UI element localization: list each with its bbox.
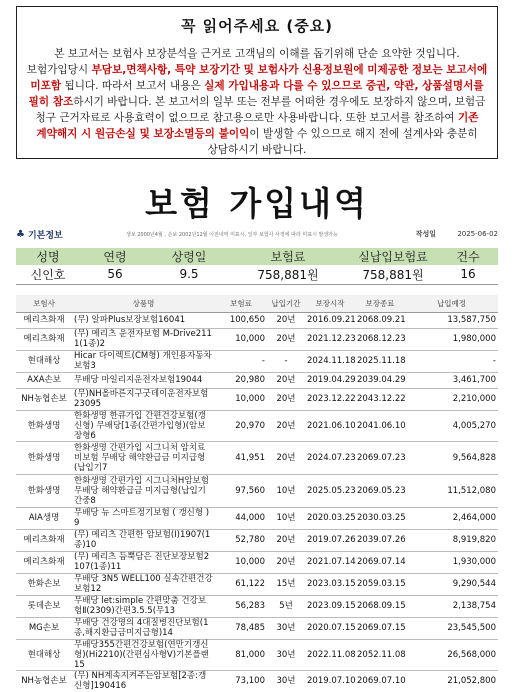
table-cell: 2068.12.23 bbox=[355, 328, 405, 350]
table-cell: 20년 bbox=[267, 328, 305, 350]
table-cell: 2069.07.15 bbox=[355, 617, 405, 639]
summary-table bbox=[16, 248, 498, 285]
table-cell: 2019.07.10 bbox=[305, 670, 355, 692]
table-cell: 2021.06.10 bbox=[305, 410, 355, 441]
table-cell: 8,919,820 bbox=[405, 529, 498, 551]
table-row bbox=[16, 595, 498, 617]
table-cell: 11,512,080 bbox=[405, 474, 498, 507]
summary-header-cell: 성명 bbox=[16, 248, 80, 265]
table-cell: 2,464,000 bbox=[405, 507, 498, 529]
page-title: 보험 가입내역 bbox=[145, 184, 369, 223]
table-cell: 무배당 뉴 스마트정기보험 ( 갱신형 ) 9 bbox=[72, 507, 215, 529]
table-cell: 20,980 bbox=[215, 372, 267, 388]
summary-header-cell: 건수 bbox=[438, 248, 498, 265]
summary-value-cell: 56 bbox=[80, 265, 150, 284]
notice-text: 이 발생할 수 있으므로 해지 전에 설계사와 충분히 상담하시기 바랍니다. bbox=[207, 128, 478, 156]
table-cell: 2059.03.15 bbox=[355, 573, 405, 595]
table-cell: 2023.12.22 bbox=[305, 388, 355, 410]
table-cell: 한화생명 간편가입 시그니처H암보험 무배당 해약환급금 미지급형(납입기간중8 bbox=[72, 474, 215, 507]
table-cell: (무) 메리츠 듬뿍담은 진단보장보험2107(1종)11 bbox=[72, 551, 215, 573]
detail-header-row bbox=[16, 295, 498, 312]
notice-text: 됩니다. 따라서 보고서 내용은 bbox=[61, 80, 205, 92]
table-cell: 2039.07.26 bbox=[355, 529, 405, 551]
table-cell: 2068.09.21 bbox=[355, 312, 405, 328]
table-cell: 41,951 bbox=[215, 441, 267, 474]
table-cell: 무배당 마일리지운전자보험19044 bbox=[72, 372, 215, 388]
table-cell: 한화생명 한큐가입 간편건강보험(갱신형) 무배당[1종(간편가입형)(암보장형6 bbox=[72, 410, 215, 441]
table-cell: 현대해상 bbox=[16, 639, 72, 670]
table-cell: 2024.11.18 bbox=[305, 350, 355, 372]
table-cell: 2069.05.23 bbox=[355, 474, 405, 507]
table-cell: 1,930,000 bbox=[405, 551, 498, 573]
table-cell: 30년 bbox=[267, 639, 305, 670]
basic-info-bar bbox=[16, 227, 498, 241]
table-cell: 10년 bbox=[267, 474, 305, 507]
table-cell: 20년 bbox=[267, 551, 305, 573]
table-cell: 20년 bbox=[267, 441, 305, 474]
policy-detail-table bbox=[16, 295, 498, 692]
table-cell: 13,587,750 bbox=[405, 312, 498, 328]
table-cell: NH농협손보 bbox=[16, 670, 72, 692]
table-cell: 20년 bbox=[267, 312, 305, 328]
table-cell: 20년 bbox=[267, 372, 305, 388]
summary-header-cell: 상령일 bbox=[150, 248, 228, 265]
detail-header-cell: 보험사 bbox=[16, 295, 72, 312]
table-cell: 10년 bbox=[267, 507, 305, 529]
table-cell: AXA손보 bbox=[16, 372, 72, 388]
important-notice-box bbox=[16, 6, 498, 159]
summary-value-cell: 758,881원 bbox=[228, 265, 348, 284]
table-cell: - bbox=[267, 350, 305, 372]
table-cell: 81,000 bbox=[215, 639, 267, 670]
notice-text: 본 보고서는 보험사 보장분석을 근거로 고객님의 이해를 돕기위해 단순 요약한 것입니다. 보험가입당시 bbox=[26, 48, 460, 76]
table-cell: 73,100 bbox=[215, 670, 267, 692]
detail-header-cell: 납입예정 bbox=[405, 295, 498, 312]
table-cell: Hicar 다이렉트(CM형) 개인용자동차보험3 bbox=[72, 350, 215, 372]
table-cell: 44,000 bbox=[215, 507, 267, 529]
table-row bbox=[16, 639, 498, 670]
table-cell: 2043.12.22 bbox=[355, 388, 405, 410]
table-row bbox=[16, 474, 498, 507]
table-cell: 한화생명 bbox=[16, 410, 72, 441]
table-cell: 한화생명 bbox=[16, 441, 72, 474]
table-row bbox=[16, 328, 498, 350]
table-row bbox=[16, 350, 498, 372]
table-cell: 2,138,754 bbox=[405, 595, 498, 617]
summary-header-cell: 실납입보험료 bbox=[348, 248, 438, 265]
detail-header-cell: 상품명 bbox=[72, 295, 215, 312]
table-cell: 5년 bbox=[267, 595, 305, 617]
summary-value-cell: 16 bbox=[438, 265, 498, 284]
basic-info-label: 기본정보 bbox=[27, 230, 63, 241]
table-cell: - bbox=[405, 350, 498, 372]
notice-highlight-text: 실제 가입내용과 다를 수 있으므로 증권, 약관, 상품설명서를 필히 참조 bbox=[28, 80, 484, 108]
table-cell: 무배당355간편건강보험(연만기갱신형)(Hi2210)(간편심사형V)기본플랜15 bbox=[72, 639, 215, 670]
table-cell: 9,290,544 bbox=[405, 573, 498, 595]
table-cell: 26,568,000 bbox=[405, 639, 498, 670]
table-cell: 21,052,800 bbox=[405, 670, 498, 692]
table-row bbox=[16, 617, 498, 639]
table-cell: 무배당 3N5 WELL100 실속간편건강보험12 bbox=[72, 573, 215, 595]
table-cell: (무) NH계속지켜주는암보험[2종:갱신형]190416 bbox=[72, 670, 215, 692]
table-cell: 2069.07.23 bbox=[355, 441, 405, 474]
table-cell: 2021.12.23 bbox=[305, 328, 355, 350]
table-cell: 메리츠화재 bbox=[16, 551, 72, 573]
notice-body bbox=[25, 46, 489, 158]
created-date: 2025-06-02 bbox=[457, 230, 498, 238]
table-cell: 23,545,500 bbox=[405, 617, 498, 639]
table-cell: (무) 메리츠 간편한 암보험(Ⅰ)1907(1종)10 bbox=[72, 529, 215, 551]
table-row bbox=[16, 388, 498, 410]
table-cell: 2021.07.14 bbox=[305, 551, 355, 573]
table-cell: 메리츠화재 bbox=[16, 328, 72, 350]
detail-header-cell: 보장종료 bbox=[355, 295, 405, 312]
table-cell: 2019.07.26 bbox=[305, 529, 355, 551]
table-cell: 15년 bbox=[267, 573, 305, 595]
table-cell: MG손보 bbox=[16, 617, 72, 639]
created-date-label: 작성일 bbox=[415, 230, 436, 238]
detail-header-cell: 보험료 bbox=[215, 295, 267, 312]
table-cell: 한화생명 간편가입 시그니처 암치료비보험 무배당 해약환급금 미지급형(납입기7 bbox=[72, 441, 215, 474]
table-cell: 10,000 bbox=[215, 388, 267, 410]
summary-value-cell: 신인호 bbox=[16, 265, 80, 284]
table-cell: 97,560 bbox=[215, 474, 267, 507]
table-cell: (무) 알파Plus보장보험16041 bbox=[72, 312, 215, 328]
table-cell: 3,461,700 bbox=[405, 372, 498, 388]
notice-title: 꼭 읽어주세요 (중요) bbox=[180, 17, 334, 35]
table-cell: 2024.07.23 bbox=[305, 441, 355, 474]
club-icon: ♣ bbox=[16, 228, 25, 240]
table-cell: 78,485 bbox=[215, 617, 267, 639]
table-cell: 20년 bbox=[267, 410, 305, 441]
table-cell: 2023.09.15 bbox=[305, 595, 355, 617]
table-cell: 무배당 let:simple 간편맞춤 건강보험Ⅱ(2309)간편3.5.5(무13 bbox=[72, 595, 215, 617]
table-cell: 2069.07.14 bbox=[355, 551, 405, 573]
coverage-notice-line: 생보 2000년4월 , 손보 2002년12월 이전내역 미표시, 일부 보험사 사정에 따라 미표시 발생가능 bbox=[126, 231, 338, 238]
basic-info-heading bbox=[16, 228, 126, 241]
table-cell: 9,564,828 bbox=[405, 441, 498, 474]
table-cell: 메리츠화재 bbox=[16, 312, 72, 328]
table-row bbox=[16, 441, 498, 474]
table-cell: 2019.04.29 bbox=[305, 372, 355, 388]
table-cell: 2025.11.18 bbox=[355, 350, 405, 372]
table-cell: 2030.03.25 bbox=[355, 507, 405, 529]
table-cell: 61,122 bbox=[215, 573, 267, 595]
table-row bbox=[16, 529, 498, 551]
table-cell: 20,970 bbox=[215, 410, 267, 441]
table-cell: 롯데손보 bbox=[16, 595, 72, 617]
summary-value-row bbox=[16, 265, 498, 284]
table-cell: 2020.07.15 bbox=[305, 617, 355, 639]
notice-highlight-text: 기존 계약해지 시 원금손실 및 보장소멸등의 불이익 bbox=[36, 112, 479, 140]
table-cell: 메리츠화재 bbox=[16, 529, 72, 551]
table-cell: 2025.05.23 bbox=[305, 474, 355, 507]
table-cell: 10,000 bbox=[215, 328, 267, 350]
table-row bbox=[16, 410, 498, 441]
table-cell: 2052.11.08 bbox=[355, 639, 405, 670]
table-cell: (무) 메리츠 운전자보험 M-Drive2111(1종)2 bbox=[72, 328, 215, 350]
summary-header-row bbox=[16, 248, 498, 265]
table-cell: 2039.04.29 bbox=[355, 372, 405, 388]
table-cell: 2016.09.21 bbox=[305, 312, 355, 328]
table-cell: 10,000 bbox=[215, 551, 267, 573]
table-cell: (무)NH올바른지구굿데이운전자보험23095 bbox=[72, 388, 215, 410]
table-cell: 2022.11.08 bbox=[305, 639, 355, 670]
table-cell: 현대해상 bbox=[16, 350, 72, 372]
table-cell: 30년 bbox=[267, 670, 305, 692]
table-cell: 1,980,000 bbox=[405, 328, 498, 350]
table-cell: - bbox=[215, 350, 267, 372]
table-cell: 2020.03.25 bbox=[305, 507, 355, 529]
table-cell: 무배당 건강명의 4대질병진단보험(1종,해지환급금미지급형)14 bbox=[72, 617, 215, 639]
table-cell: 30년 bbox=[267, 617, 305, 639]
table-cell: 한화생명 bbox=[16, 474, 72, 507]
summary-header-cell: 연령 bbox=[80, 248, 150, 265]
table-row bbox=[16, 312, 498, 328]
table-cell: 20년 bbox=[267, 529, 305, 551]
detail-header-cell: 보장시작 bbox=[305, 295, 355, 312]
table-row bbox=[16, 507, 498, 529]
table-cell: 20년 bbox=[267, 388, 305, 410]
table-row bbox=[16, 372, 498, 388]
table-cell: 한화손보 bbox=[16, 573, 72, 595]
table-cell: 2,210,000 bbox=[405, 388, 498, 410]
table-cell: 2023.03.15 bbox=[305, 573, 355, 595]
table-cell: 2041.06.10 bbox=[355, 410, 405, 441]
table-row bbox=[16, 573, 498, 595]
table-cell: 4,005,270 bbox=[405, 410, 498, 441]
table-cell: 2068.09.15 bbox=[355, 595, 405, 617]
table-row bbox=[16, 670, 498, 692]
table-cell: 52,780 bbox=[215, 529, 267, 551]
summary-value-cell: 9.5 bbox=[150, 265, 228, 284]
table-cell: NH농협손보 bbox=[16, 388, 72, 410]
table-cell: 100,650 bbox=[215, 312, 267, 328]
table-cell: AIA생명 bbox=[16, 507, 72, 529]
summary-value-cell: 758,881원 bbox=[348, 265, 438, 284]
notice-text: 하시기 바랍니다. 본 보고서의 일부 또는 전부를 어떠한 경우에도 보장하지 않으며, 보험금 청구 근거자료로 사용효력이 없으므로 참고용으로만 사용바랍니다. 또한 보고서를 참조하여 bbox=[35, 96, 486, 124]
notice-highlight-text: 부담보,면책사항, 특약 보장기간 및 보험사가 신용정보원에 미제공한 정보는 보고서에 미포함 bbox=[30, 64, 488, 92]
table-cell: 56,283 bbox=[215, 595, 267, 617]
summary-header-cell: 보험료 bbox=[228, 248, 348, 265]
detail-header-cell: 납입기간 bbox=[267, 295, 305, 312]
table-row bbox=[16, 551, 498, 573]
table-cell: 2069.07.10 bbox=[355, 670, 405, 692]
